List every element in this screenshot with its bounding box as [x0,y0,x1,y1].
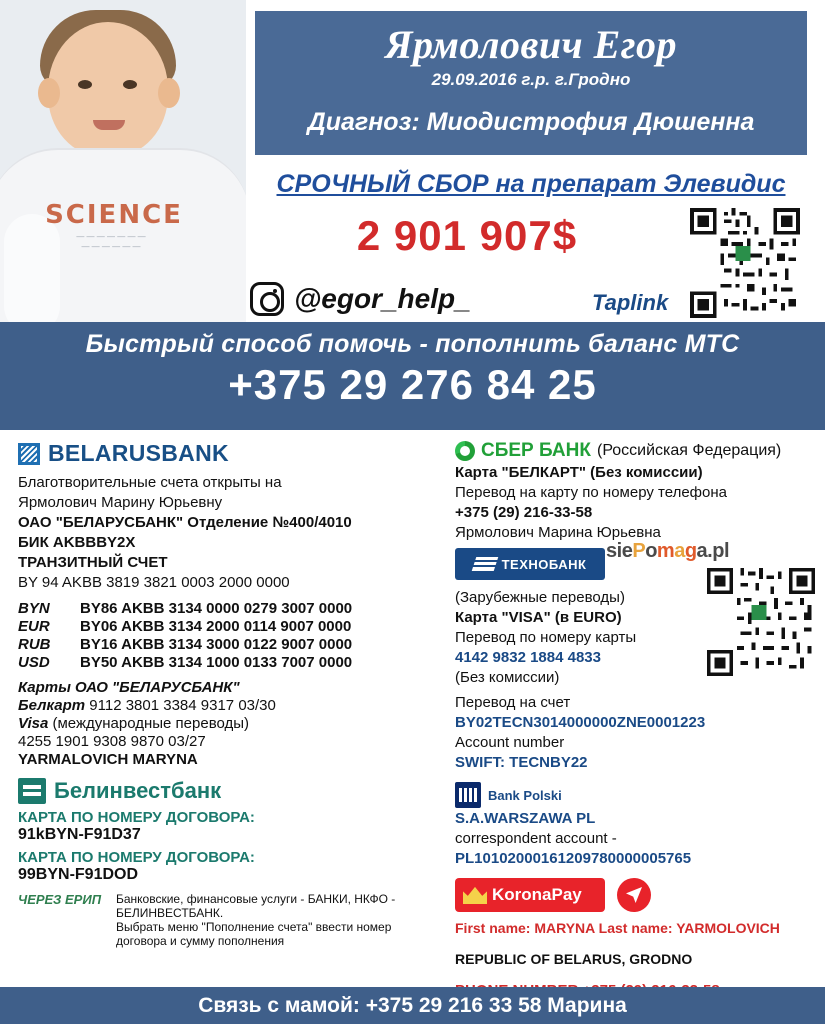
correspondent-account[interactable]: PL10102000161209780000005765 [455,850,692,867]
belinvestbank-header [18,778,438,804]
mts-help-text: Быстрый способ помочь - пополнить баланс МТС [85,330,740,358]
account-number-label: Account number [455,734,565,751]
belkart-label: Белкарт [18,697,86,714]
tehnobank-name: ТЕХНОБАНК [501,556,587,572]
amount-needed: 2 901 907$ [356,212,578,259]
binv-card2-label: КАРТА ПО НОМЕРУ ДОГОВОРА: [18,849,255,866]
qr-code-icon[interactable] [707,568,815,676]
account-currency: BYN [18,600,50,617]
tehnobank-iban[interactable]: BY02TECN3014000000ZNE0001223 [455,714,706,731]
no-fee-note: (Без комиссии) [455,669,560,686]
visa-number[interactable]: 4255 1901 9308 9870 03/27 [18,733,206,750]
qr-code-icon[interactable] [690,208,800,318]
siepomaga-logo: siePomaga.pl [606,540,729,562]
top-banner [0,0,825,330]
belinvestbank-logo-icon [18,778,46,804]
left-column [18,440,438,948]
erip-block [18,892,438,948]
sberbank-logo-icon [455,441,475,461]
sberbank-header [455,440,815,462]
shirt-text: SCIENCE [45,200,183,230]
transit-value[interactable]: BY 94 AKBB 3819 3821 0003 2000 0000 [18,574,290,591]
bank-polski-logo-icon [455,782,481,808]
erip-line3: Выбрать меню "Пополнение счета" ввести номер [116,920,392,934]
mts-phone[interactable]: +375 29 276 84 25 [228,361,597,408]
shirt-subtext: — — — — — — — — — — — — — [76,232,146,251]
recipient-names: First name: MARYNA Last name: YARMOLOVICH [455,920,780,936]
footer-banner [0,987,825,1024]
account-row [18,654,438,671]
binv-card1-label: КАРТА ПО НОМЕРУ ДОГОВОРА: [18,809,255,826]
taplink-label[interactable]: Taplink [592,290,669,315]
account-currency: USD [18,654,50,671]
koronapay-logo[interactable] [455,878,605,912]
sberbank-name: СБЕР БАНК [481,440,591,461]
account-row [18,636,438,653]
diagnosis: Диагноз: Миодистрофия Дюшенна [307,108,755,136]
account-iban[interactable]: BY86 AKBB 3134 0000 0279 3007 0000 [80,600,353,617]
visa-euro-line: Карта "VISA" (в EURO) [455,609,622,626]
foreign-transfer-note: (Зарубежные переводы) [455,589,625,606]
erip-instructions [116,892,395,948]
charity-note-line1: Благотворительные счета открыты на [18,474,282,491]
koronapay-label: KoronaPay [492,885,582,904]
mts-banner [0,322,825,430]
tehnobank-logo [455,548,605,580]
org-line: ОАО "БЕЛАРУСБАНК" Отделение №400/4010 [18,514,352,531]
sber-holder: Ярмолович Марина Юрьевна [455,524,661,541]
visa-row [18,715,438,732]
account-iban[interactable]: BY50 AKBB 3134 1000 0133 7007 0000 [80,654,353,671]
account-currency: EUR [18,618,50,635]
belinvestbank-name: Белинвестбанк [54,778,222,803]
name-box [252,8,810,158]
tehnobank-mark-icon [471,557,498,571]
erip-line4: договора и сумму пополнения [116,934,285,948]
bik-line: БИК AKBBBY2X [18,534,136,551]
transit-label: ТРАНЗИТНЫЙ СЧЕТ [18,554,168,571]
binv-card1-value[interactable]: 91kBYN-F91D37 [18,826,141,843]
bank-polski-label: Bank Polski [488,787,562,803]
instagram-handle[interactable]: @egor_help_ [294,283,471,314]
child-photo [0,0,246,330]
card-holder: YARMALOVICH MARYNA [18,751,198,768]
crown-icon [463,886,487,904]
binv-card2-value[interactable]: 99BYN-F91DOD [18,866,139,883]
belkart-number[interactable]: 9112 3801 3384 9317 03/30 [89,697,276,714]
instagram-row[interactable] [250,282,471,316]
belarusbank-name: BELARUSBANK [48,440,229,466]
right-column [455,440,815,1014]
payment-systems-row [455,878,815,912]
cards-title: Карты ОАО "БЕЛАРУСБАНК" [18,679,240,696]
correspondent-label: correspondent account - [455,830,617,847]
visa-note: (международные переводы) [52,715,250,732]
moneygram-logo-icon[interactable] [617,878,651,912]
footer-contact[interactable]: Связь с мамой: +375 29 216 33 58 Марина [198,993,627,1017]
account-iban[interactable]: BY06 AKBB 3134 2000 0114 9007 0000 [80,618,352,635]
belkart-line: Карта "БЕЛКАРТ" (Без комиссии) [455,464,703,481]
account-iban[interactable]: BY16 AKBB 3134 3000 0122 9007 0000 [80,636,353,653]
charity-note-line2: Ярмолович Марину Юрьевну [18,494,223,511]
belarusbank-header [18,440,438,467]
belkart-row [18,697,438,714]
urgent-line: СРОЧНЫЙ СБОР на препарат Элевидис [276,170,786,198]
belarusbank-logo-icon [18,443,40,465]
account-currency: RUB [18,636,51,653]
account-row [18,600,438,617]
instagram-icon [250,282,284,316]
visa-card-number[interactable]: 4142 9832 1884 4833 [455,649,601,666]
transfer-by-phone-label: Перевод на карту по номеру телефона [455,484,727,501]
sberbank-region: (Российская Федерация) [596,442,782,459]
recipient-country: REPUBLIC OF BELARUS, GRODNO [455,951,693,967]
photo-head [48,22,168,157]
page-title: Ярмолович Егор [384,22,678,67]
erip-label: ЧЕРЕЗ ЕРИП [18,892,102,907]
visa-label: Visa [18,715,49,732]
transfer-by-card-label: Перевод по номеру карты [455,629,637,646]
erip-line1: Банковские, финансовые услуги - БАНКИ, НКФО - [116,892,396,906]
birth-info: 29.09.2016 г.р. г.Гродно [431,70,631,89]
account-row [18,618,438,635]
bank-polski-row [455,782,815,808]
details-section [0,432,825,987]
erip-line2: БЕЛИНВЕСТБАНК. [116,906,224,920]
sber-phone[interactable]: +375 (29) 216-33-58 [455,504,593,521]
bank-polski-name: S.A.WARSZAWA PL [455,810,596,827]
swift-code[interactable]: SWIFT: TECNBY22 [455,754,588,771]
transfer-to-account-label: Перевод на счет [455,694,571,711]
